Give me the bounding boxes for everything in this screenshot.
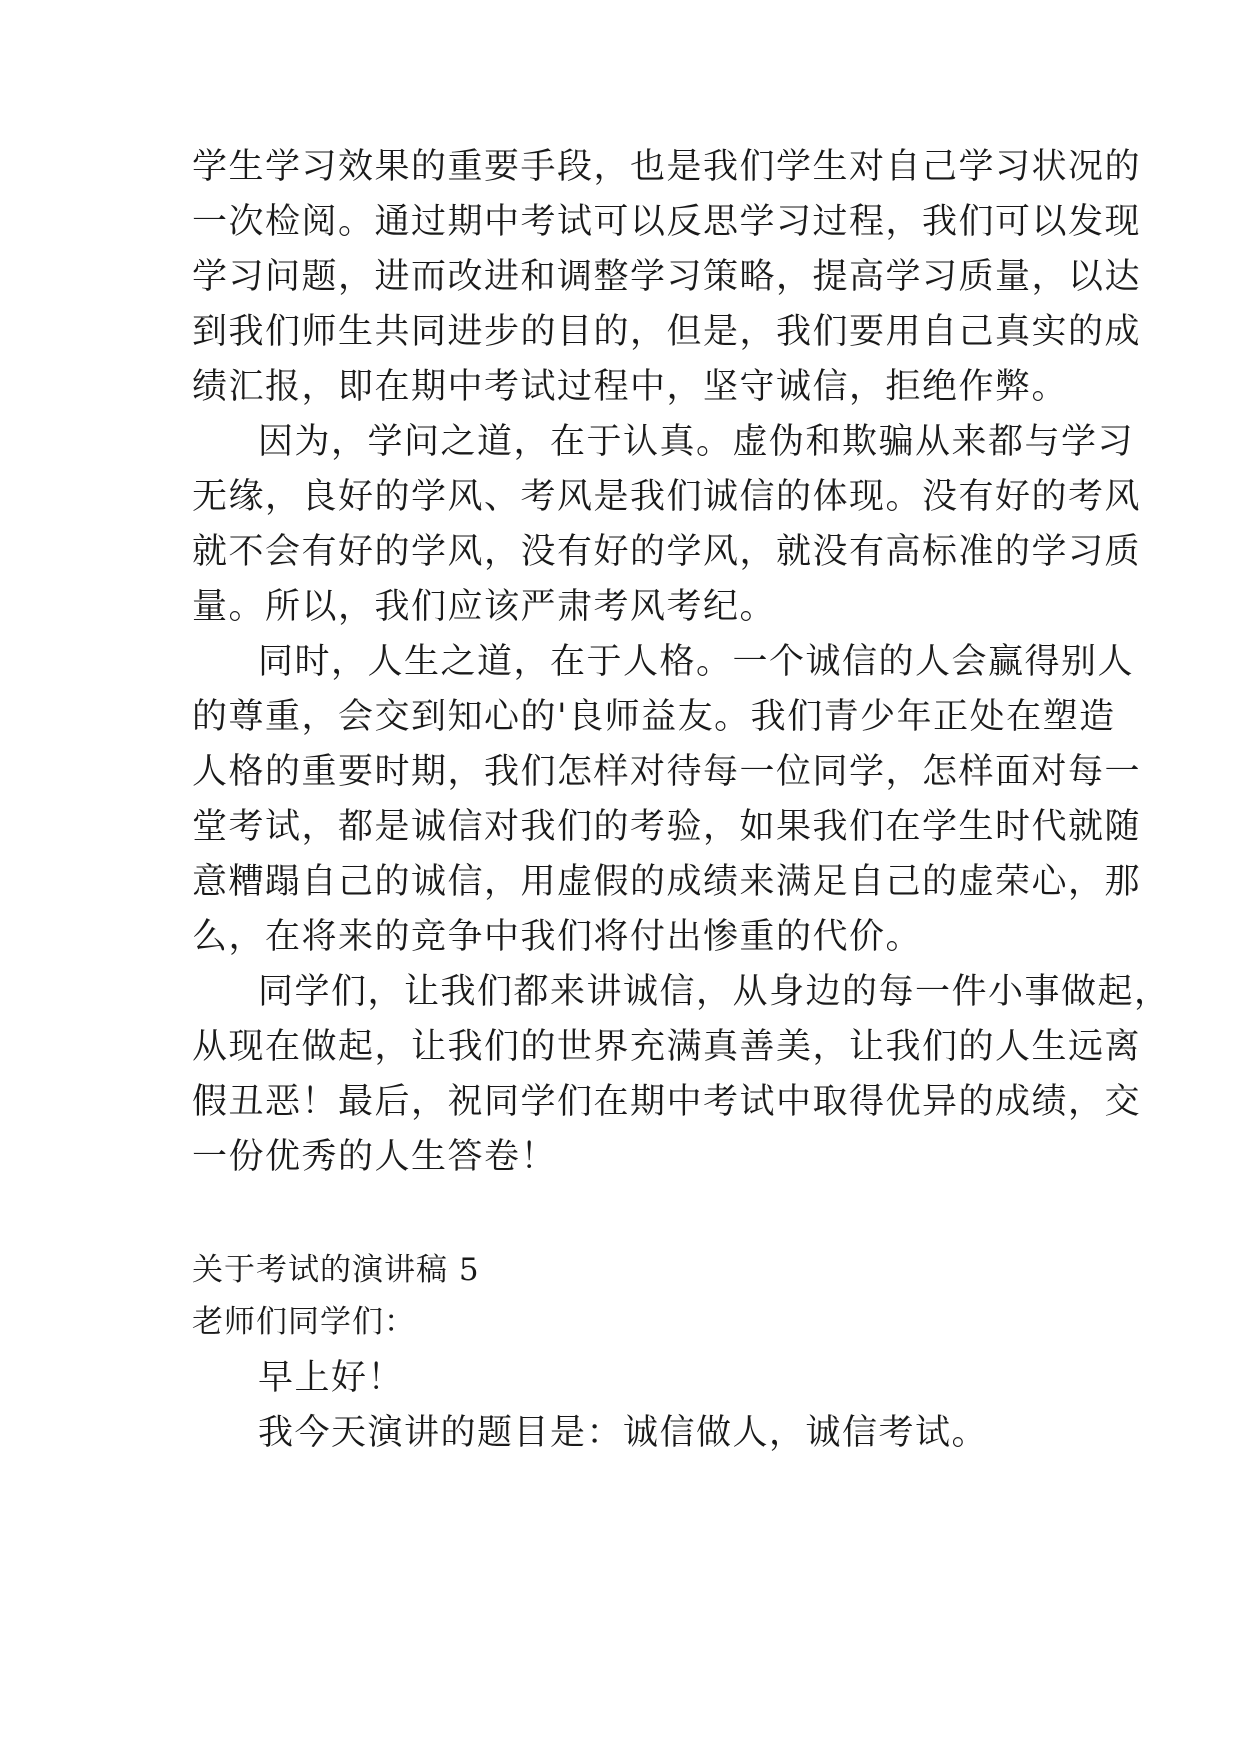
paragraph-3-line-3: 人格的重要时期，我们怎样对待每一位同学，怎样面对每一 bbox=[192, 752, 1142, 792]
paragraph-1-line-1: 学生学习效果的重要手段，也是我们学生对自己学习状况的 bbox=[192, 147, 1142, 187]
paragraph-3-line-2: 的尊重，会交到知心的'良师益友。我们青少年正处在塑造 bbox=[192, 697, 1116, 737]
paragraph-4-line-1: 同学们，让我们都来讲诚信，从身边的每一件小事做起， bbox=[258, 972, 1171, 1012]
paragraph-2-line-3: 就不会有好的学风，没有好的学风，就没有高标准的学习质 bbox=[192, 532, 1142, 572]
paragraph-3-line-6: 么，在将来的竞争中我们将付出惨重的代价。 bbox=[192, 917, 923, 957]
paragraph-2-line-1: 因为，学问之道，在于认真。虚伪和欺骗从来都与学习 bbox=[258, 422, 1135, 462]
salutation: 老师们同学们： bbox=[192, 1304, 416, 1340]
speech-topic: 我今天演讲的题目是：诚信做人，诚信考试。 bbox=[258, 1413, 989, 1453]
greeting: 早上好！ bbox=[258, 1358, 405, 1398]
paragraph-1-line-3: 学习问题，进而改进和调整学习策略，提高学习质量，以达 bbox=[192, 257, 1142, 297]
paragraph-4-line-3: 假丑恶！最后，祝同学们在期中考试中取得优异的成绩，交 bbox=[192, 1082, 1142, 1122]
paragraph-3-line-5: 意糟蹋自己的诚信，用虚假的成绩来满足自己的虚荣心，那 bbox=[192, 862, 1142, 902]
paragraph-2-line-2: 无缘，良好的学风、考风是我们诚信的体现。没有好的考风 bbox=[192, 477, 1142, 517]
paragraph-4-line-4: 一份优秀的人生答卷！ bbox=[192, 1137, 558, 1177]
paragraph-3-line-1: 同时，人生之道，在于人格。一个诚信的人会赢得别人 bbox=[258, 642, 1135, 682]
paragraph-4-line-2: 从现在做起，让我们的世界充满真善美，让我们的人生远离 bbox=[192, 1027, 1142, 1067]
paragraph-1-line-5: 绩汇报，即在期中考试过程中，坚守诚信，拒绝作弊。 bbox=[192, 367, 1069, 407]
paragraph-1-line-4: 到我们师生共同进步的目的，但是，我们要用自己真实的成 bbox=[192, 312, 1142, 352]
paragraph-2-line-4: 量。所以，我们应该严肃考风考纪。 bbox=[192, 587, 777, 627]
paragraph-1-line-2: 一次检阅。通过期中考试可以反思学习过程，我们可以发现 bbox=[192, 202, 1142, 242]
section-title: 关于考试的演讲稿 5 bbox=[192, 1252, 480, 1288]
paragraph-3-line-4: 堂考试，都是诚信对我们的考验，如果我们在学生时代就随 bbox=[192, 807, 1142, 847]
